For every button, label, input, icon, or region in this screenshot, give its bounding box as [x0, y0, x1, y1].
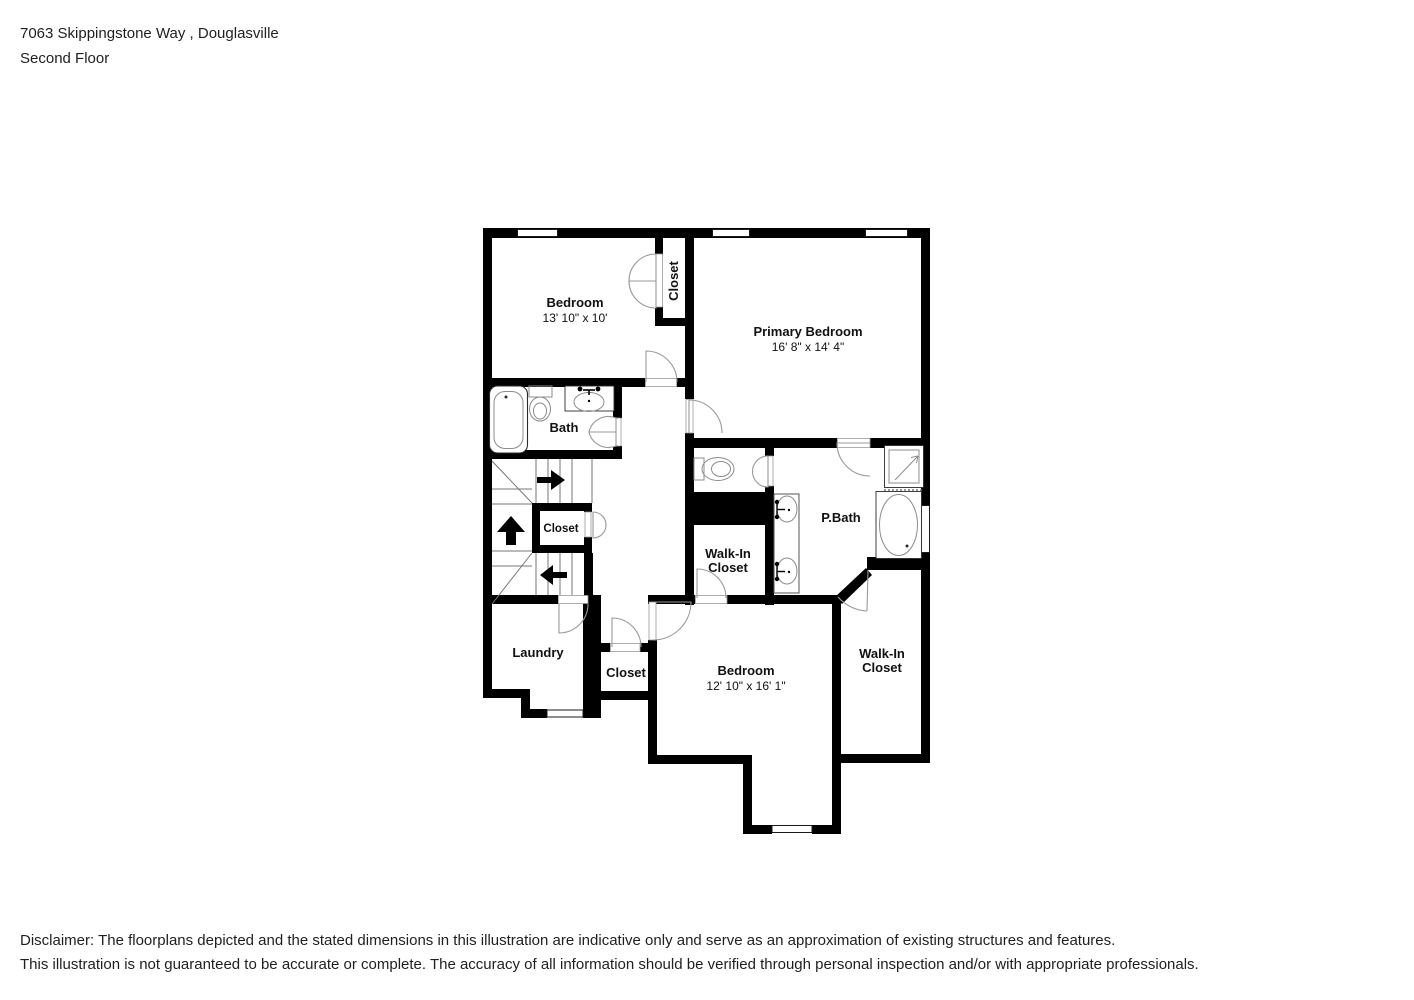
window — [713, 230, 750, 237]
disclaimer — [20, 929, 1199, 977]
room-label-walkin-middle-line2: Closet — [708, 560, 748, 575]
room-dims-primary-bedroom: 16' 8" x 14' 4" — [771, 340, 845, 354]
room-label-primary-bedroom: Primary Bedroom — [753, 324, 863, 339]
door-swing-icon — [837, 443, 870, 476]
disclaimer-line2: This illustration is not guaranteed to be accurate or complete. The accuracy of all information should be verified through personal inspection and/or with appropriate professionals. — [20, 956, 1199, 973]
door-swing-icon — [589, 417, 616, 432]
pbath-soaking-tub-icon — [876, 492, 922, 559]
stairs-arrow-up-icon — [497, 516, 525, 545]
stairs-arrow-left-icon — [540, 565, 567, 585]
room-label-walkin-corner-line2: Closet — [862, 660, 902, 675]
room-label-closet-hall: Closet — [606, 665, 646, 680]
room-label-bedroom1: Bedroom — [546, 295, 604, 310]
room-label-bath: Bath — [549, 420, 579, 435]
bath-sink-icon — [565, 386, 614, 412]
floor-line: Second Floor — [20, 50, 110, 67]
door-swing-icon — [589, 432, 616, 447]
room-label-primary-bath: P.Bath — [821, 510, 861, 525]
pbath-shower-icon — [884, 446, 924, 491]
door-swing-icon — [629, 281, 656, 308]
pbath-double-vanity-icon — [774, 494, 799, 593]
door-swing-icon — [653, 602, 691, 640]
window — [518, 230, 558, 237]
stairs-arrow-right-icon — [537, 470, 565, 490]
room-label-walkin-middle-line1: Walk-In — [705, 546, 751, 561]
door-swing-icon — [689, 400, 722, 433]
door-swing-icon — [593, 512, 606, 538]
window — [922, 506, 930, 553]
door-swing-icon — [646, 351, 677, 382]
room-label-closet-top: Closet — [666, 261, 681, 301]
room-label-stair-closet: Closet — [543, 523, 579, 535]
room-label-laundry: Laundry — [512, 645, 564, 660]
window — [772, 826, 812, 833]
window — [866, 230, 908, 237]
wc-toilet-icon — [694, 458, 734, 481]
window — [547, 710, 583, 717]
bath-bathtub-icon — [490, 386, 528, 453]
room-dims-bedroom1: 13' 10" x 10' — [542, 311, 608, 325]
door-swing-icon — [612, 618, 641, 647]
room-label-bedroom2: Bedroom — [717, 663, 775, 678]
bath-toilet-icon — [529, 386, 552, 421]
door-swing-icon — [629, 254, 656, 281]
door-swing-icon — [753, 456, 769, 487]
room-label-walkin-corner-line1: Walk-In — [859, 646, 905, 661]
room-dims-bedroom2: 12' 10" x 16' 1" — [706, 679, 786, 693]
address-line: 7063 Skippingstone Way , Douglasville — [20, 25, 279, 42]
disclaimer-line1: Disclaimer: The floorplans depicted and the stated dimensions in this illustration are indicative only and serve as an approximation of existing structures and features. — [20, 932, 1116, 949]
